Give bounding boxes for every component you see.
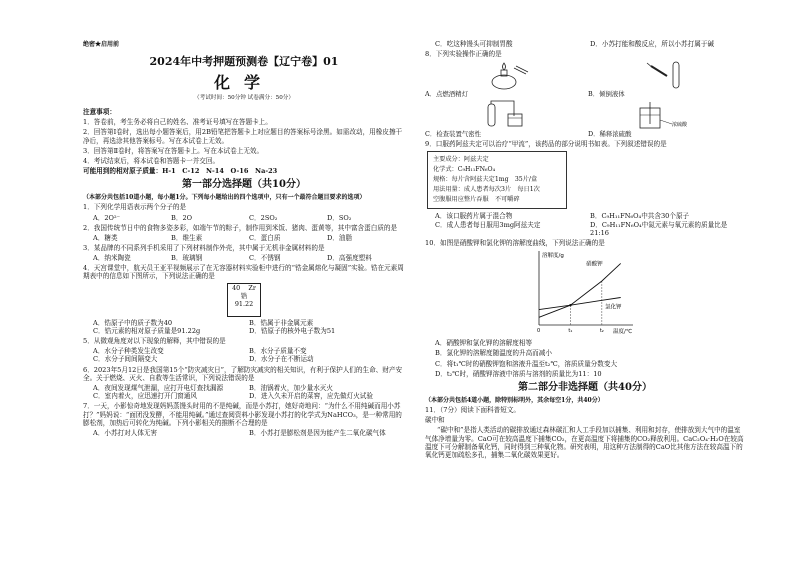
option-d[interactable]: D．高强度塑料	[327, 253, 372, 262]
option-d[interactable]: D．SO₂	[327, 213, 352, 222]
option-c[interactable]: C．不锈钢	[249, 253, 281, 262]
question-2-options	[93, 234, 405, 242]
x-tick-label: t₁	[568, 328, 573, 335]
drug-label-line: 化学式：C₉H₁₁FN₆O₄	[433, 166, 496, 174]
option-b[interactable]: B．维生素	[171, 233, 203, 242]
note-item: 2．回答第Ⅰ卷时，选出每小题答案后，用2B铅笔把答题卡上对应题目的答案标号涂黑。如需改动，用橡皮擦干净后，再选涂其他答案标号。写在本试卷上无效。	[83, 128, 403, 145]
note-item: 1．答卷前，考生务必将自己的姓名、准考证号填写在答题卡上。	[83, 118, 272, 127]
option-d[interactable]: D．锆原子的核外电子数为51	[249, 326, 336, 335]
question-5-stem: 5．从微观角度对以下现象的解释，其中错误的是	[83, 337, 226, 345]
experiment-c[interactable]	[425, 100, 582, 138]
drug-label-line: 用法用量：成人患者每次3片 每日1次	[433, 186, 540, 194]
option-b[interactable]: B．锆属于非金属元素	[249, 318, 314, 327]
series-label: 氯化钾	[605, 304, 622, 311]
dilute-acid-illustration	[588, 100, 745, 130]
solubility-chart	[525, 249, 745, 337]
pour-liquid-illustration	[588, 60, 745, 90]
question-10-option-d[interactable]: D．t₂℃时，硝酸钾溶液中溶质与溶剂的质量比为11：10	[435, 369, 602, 378]
option-c[interactable]: C．成人患者每日服用3mg阿兹夫定	[435, 220, 541, 229]
option-d[interactable]: D．C₉H₁₁FN₆O₄中氮元素与氧元素的质量比是21:16	[590, 220, 728, 237]
exam-title: 2024年中考押题预测卷【辽宁卷】01	[149, 54, 339, 68]
airtightness-check-illustration	[425, 100, 582, 130]
x-tick-label: 0	[537, 328, 541, 335]
part1-title: 第一部分选择题（共10分）	[182, 179, 306, 191]
question-7-stem: 7．一天，小影惊奇地发现妈妈蒸馒头时用的不是纯碱，而是小苏打，她好奇地问：“为什么不用纯碱而用小苏打？”妈妈说：“面团没发酵，不能用纯碱。”通过查阅资料小影发现小苏打的化学式为NaHCO₃，是一种常用的膨松剂，加热后可转化为纯碱。下列小影相关的推断不合理的是	[83, 402, 402, 428]
option-a[interactable]: A．水分子种类发生改变	[93, 347, 164, 356]
question-6-options	[93, 384, 405, 401]
note-item: 3．回答第Ⅱ卷时，将答案写在答题卡上。写在本试卷上无效。	[83, 146, 264, 155]
option-a[interactable]: A．该口服药片属于混合物	[435, 212, 513, 221]
passage-text: “碳中和”是指人类活动的碳排放通过森林碳汇和人工手段加以捕集、利用和封存，使排放到大气中的温室气体净增量为零。CaO可在较高温度下捕集CO₂，在更高温度下将捕集的CO₂释放利用。CaC₂O₄·H₂O在较高温度下可分解制备氧化钙，同时得到三种氧化物。研究表明，用这种方法制得的CaO比其他方法在较高温下的氧化钙更加疏松多孔，捕集二氧化碳效果更好。	[425, 426, 744, 460]
question-7-options-ab	[93, 429, 405, 437]
note-item: 4．考试结束后，将本试卷和答题卡一并交回。	[83, 156, 220, 165]
element-symbol: Zr	[248, 283, 256, 292]
option-d[interactable]: D．进入久未开启的菜窖，应先做灯火试验	[249, 392, 373, 401]
question-4-stem: 4．天宫课堂中，航天员王亚平视频展示了在无容器材料实验柜中进行的“锆金属熔化与凝固”实验。锆在元素周期表中的信息如下图所示，下列说法正确的是	[83, 263, 404, 281]
question-8-experiments	[425, 60, 745, 138]
intersection-point	[569, 304, 571, 306]
option-c[interactable]: C．吃这种馒头可抑制胃酸	[435, 39, 513, 48]
part2-title: 第二部分非选择题（共40分）	[518, 381, 652, 393]
option-a[interactable]: A．夜间发现煤气泄漏，应打开电灯查找漏源	[93, 383, 224, 392]
question-1-options	[93, 214, 405, 222]
option-d[interactable]: D．小苏打能和酸反应，所以小苏打属于碱	[590, 39, 714, 48]
option-b[interactable]: B．玻璃钢	[171, 253, 203, 262]
option-a[interactable]: A．小苏打对人体无害	[93, 429, 158, 438]
option-b[interactable]: B．油锅着火，加少量水灭火	[249, 383, 333, 392]
element-name: 锆	[240, 291, 248, 300]
series-label: 硝酸钾	[586, 261, 603, 268]
x-tick-label: t₂	[599, 328, 604, 335]
drug-label-line: 主要成分：阿兹夫定	[433, 156, 489, 164]
element-card	[227, 283, 261, 317]
right-column	[425, 0, 745, 566]
option-c[interactable]: C．水分子间间隔变大	[93, 355, 158, 364]
experiment-b-label: B．倾倒液体	[588, 90, 625, 99]
solubility-chart-svg	[525, 249, 645, 335]
question-1-stem: 1．下列化学用语表示两个分子的是	[83, 203, 187, 212]
alcohol-lamp-illustration	[425, 60, 582, 90]
subject-title: 化学	[213, 72, 274, 92]
question-4-options	[93, 319, 405, 336]
question-3-options	[93, 254, 405, 262]
option-c[interactable]: C．2SO₂	[249, 213, 278, 222]
question-10-stem: 10．如图是硝酸钾和氯化钾的溶解度曲线，下列说法正确的是	[425, 238, 605, 247]
confidential-mark: 绝密★启用前	[83, 41, 120, 48]
experiment-b[interactable]	[588, 60, 745, 98]
experiment-d-label: D．稀释浓硫酸	[588, 130, 632, 139]
option-d[interactable]: D．油脂	[327, 233, 353, 242]
question-11-stem: 11．（7分）阅读下面科普短文。	[425, 406, 521, 415]
drug-label	[427, 151, 567, 209]
option-a[interactable]: A．糖类	[93, 233, 118, 242]
experiment-a[interactable]	[425, 60, 582, 98]
question-7-options-cd	[435, 40, 745, 48]
part2-instruction: （本部分共包括4道小题，除特别标明外，其余每空1分，共40分）	[425, 396, 604, 404]
y-axis-label: 溶解度/g	[542, 253, 564, 260]
atomic-masses: 可能用到的相对原子质量：H-1 C-12 N-14 O-16 Na-23	[83, 166, 278, 175]
notes-title: 注意事项：	[83, 108, 116, 117]
element-card-wrap	[83, 283, 405, 317]
experiment-c-label: C．检查装置气密性	[425, 130, 482, 139]
experiment-d[interactable]	[588, 100, 745, 138]
drug-label-line: 空腹服用应整片吞服 不可嚼碎	[433, 196, 520, 204]
question-5-options	[93, 347, 405, 364]
option-b[interactable]: B．2O	[171, 213, 193, 222]
exam-meta: （考试时间：50分钟 试卷满分：50分）	[194, 95, 294, 102]
passage-title: 碳中和	[425, 416, 445, 425]
question-9-options	[435, 212, 745, 237]
atomic-mass: 91.22	[234, 300, 254, 309]
option-b[interactable]: B．水分子质量不变	[249, 347, 307, 356]
option-c[interactable]: C．锆元素的相对原子质量是91.22g	[93, 326, 201, 335]
option-b[interactable]: B．小苏打是膨松剂是因为能产生二氧化碳气体	[249, 429, 386, 438]
x-axis-label: 温度/℃	[613, 329, 633, 336]
option-a[interactable]: A．锆原子中的质子数为40	[93, 318, 173, 327]
option-a[interactable]: A．2O²⁻	[93, 213, 121, 222]
option-d[interactable]: D．水分子在不断运动	[249, 355, 314, 364]
question-10-option-b[interactable]: B．氯化钾的溶解度随温度的升高而减小	[435, 349, 552, 358]
sulfuric-acid-annotation: 浓硫酸	[671, 122, 687, 129]
option-c[interactable]: C．室内着火，应迅速打开门窗通风	[93, 392, 197, 401]
question-8-stem: 8．下列实验操作正确的是	[425, 49, 502, 58]
drug-label-line: 规格：每片含阿兹夫定1mg 35片/盒	[433, 176, 538, 184]
atomic-number: 40	[232, 283, 241, 292]
question-3-stem: 3．某品牌的不同系列手机采用了下列材料制作外壳，其中属于无机非金属材料的是	[83, 243, 325, 252]
element-card-top	[228, 284, 260, 292]
question-2-stem: 2．我国传统节日中的食物多姿多彩，如端午节的粽子，制作用到米饭、猪肉、蛋黄等，其中富含蛋白质的是	[83, 223, 398, 232]
question-10-option-a[interactable]: A．硝酸钾和氯化钾的溶解度相等	[435, 339, 533, 348]
experiment-a-label: A．点燃酒精灯	[425, 90, 468, 99]
question-6-stem: 6．2023年5月12日是我国第15个“防灾减灾日”，了解防灾减灾的相关知识，有利于保护人们的生命、财产安全。关于燃烧、灭火、自救等生活常识，下列说法错误的是	[83, 365, 403, 382]
left-column	[83, 0, 405, 566]
part1-instruction: （本部分共包括10道小题，每小题1分。下列每小题给出的四个选项中，只有一个最符合题目要求的选项）	[83, 194, 366, 202]
option-b[interactable]: B．C₉H₁₁FN₆O₄中共含30个原子	[590, 212, 690, 221]
option-a[interactable]: A．纳米陶瓷	[93, 253, 131, 262]
option-c[interactable]: C．蛋白质	[249, 233, 281, 242]
question-10-option-c[interactable]: C．将t₁℃时的硝酸钾饱和溶液升温至t₂℃，溶质质量分数变大	[435, 359, 618, 368]
question-9-stem: 9．口服药阿兹夫定可以治疗“甲流”，该药品的部分说明书如表。下列叙述错误的是	[425, 140, 667, 149]
